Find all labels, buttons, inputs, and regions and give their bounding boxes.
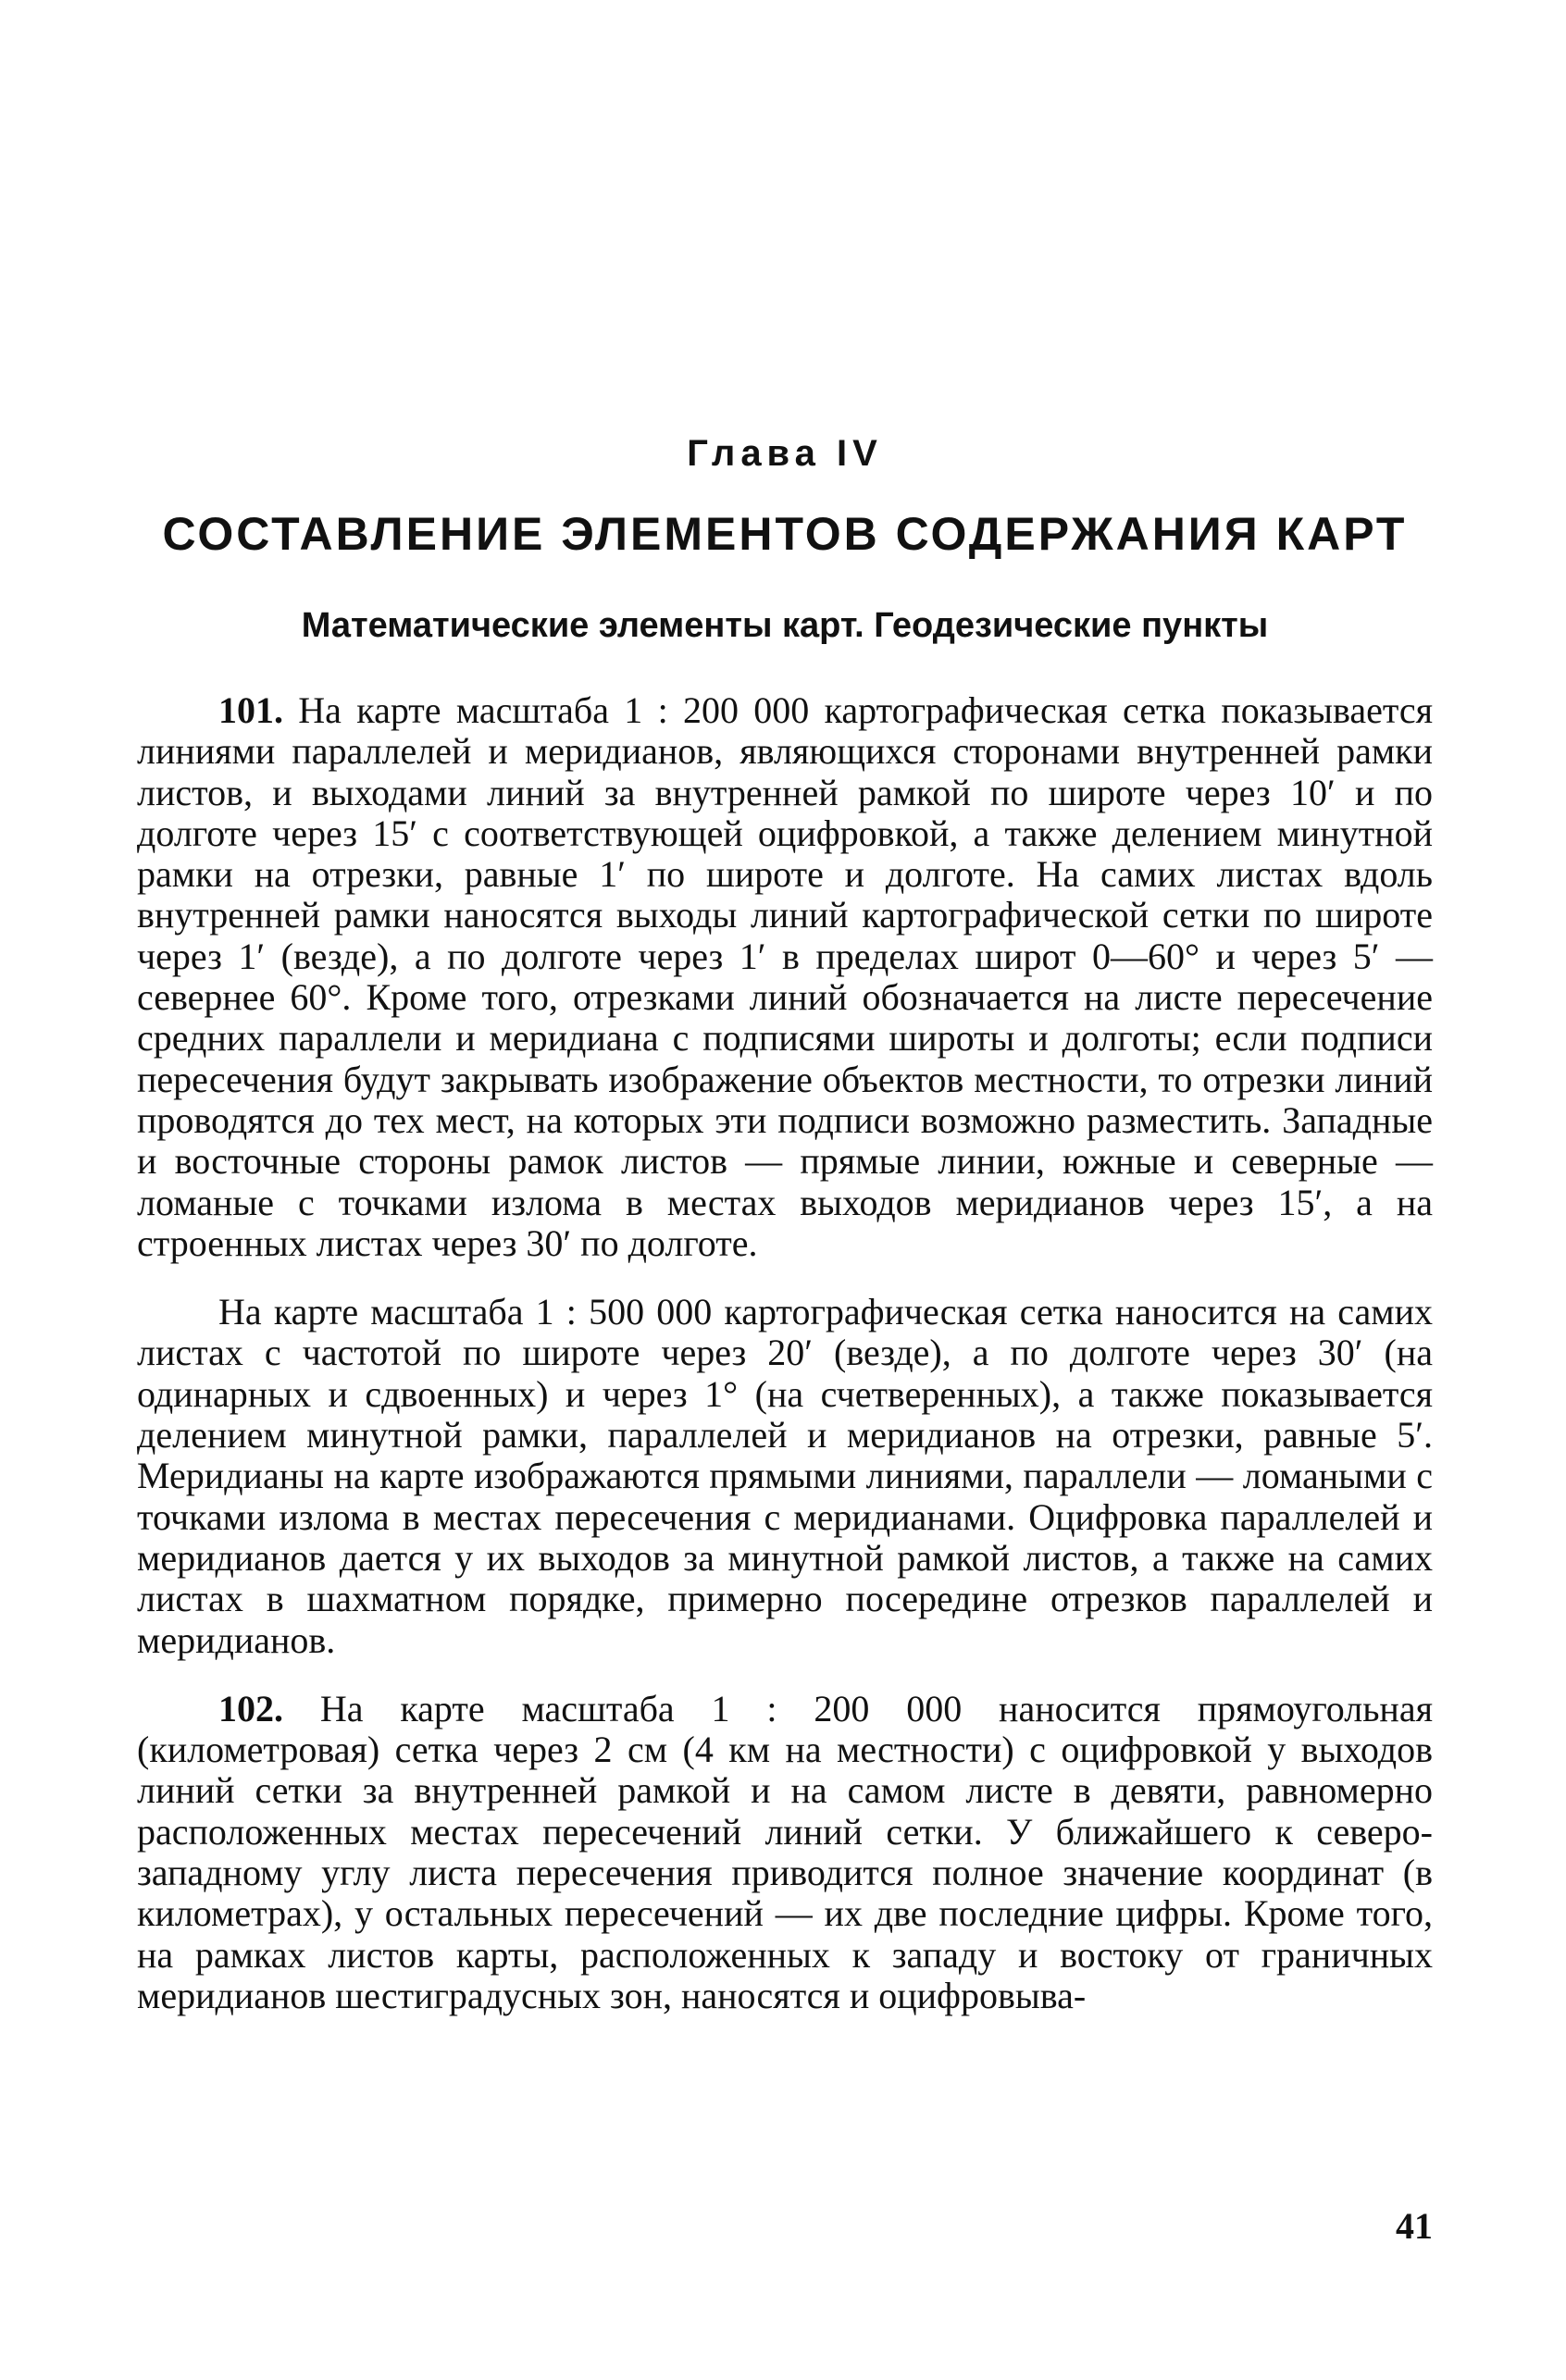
- section-title: Математические элементы карт. Геодезические пункты: [301, 606, 1269, 645]
- body-text: [137, 690, 1433, 2016]
- page-number: 41: [1396, 2205, 1433, 2247]
- paragraph-text: На карте масштаба 1 : 200 000 наносится прямоугольная (километровая) сетка через 2 см (4 км на местности) с оцифровкой у выходов линий сетки за внутренней рамкой и на самом листе в девяти, равномерно расположенных местах пересечений линий сетки. У ближайшего к северо-западному углу листа пересечения приводится полное значение координат (в километрах), у остальных пересечений — их две последние цифры. Кроме того, на рамках листов карты, расположенных к западу и востоку от граничных меридианов шестиградусных зон, наносятся и оцифровыва-: [137, 1687, 1433, 2016]
- chapter-title: СОСТАВЛЕНИЕ ЭЛЕМЕНТОВ СОДЕРЖАНИЯ КАРТ: [162, 508, 1408, 560]
- paragraph-text: На карте масштаба 1 : 200 000 картографическая сетка показывается линиями параллелей и меридианов, являющихся сторонами внутренней рамки листов, и выходами линий за внутренней рамкой по широте через 10′ и по долготе через 15′ с соответствующей оцифровкой, а также делением минутной рамки на отрезки, равные 1′ по широте и долготе. На самих листах вдоль внутренней рамки наносятся выходы линий картографической сетки по широте через 1′ (везде), а по долготе через 1′ в пределах широт 0—60° и через 5′ — севернее 60°. Кроме того, отрезками линий обозначается на листе пересечение средних параллели и меридиана с подписями широты и долготы; если подписи пересечения будут закрывать изображение объектов местности, то отрезки линий проводятся до тех мест, на которых эти подписи возможно разместить. Западные и восточные стороны рамок листов — прямые линии, южные и северные — ломаные с точками излома в местах выходов меридианов через 15′, а на строенных листах через 30′ по долготе.: [137, 689, 1433, 1264]
- paragraph-102: [137, 1689, 1433, 2016]
- paragraph-number: 102.: [218, 1687, 283, 1729]
- paragraph-number: 101.: [218, 689, 283, 731]
- paragraph-101-continued: [137, 1292, 1433, 1661]
- paragraph-101: [137, 690, 1433, 1264]
- paragraph-text: На карте масштаба 1 : 500 000 картографическая сетка наносится на самих листах с частотой по широте через 20′ (везде), а по долготе через 30′ (на одинарных и сдвоенных) и через 1° (на счетверенных), а также показывается делением минутной рамки, параллелей и меридианов на отрезки, равные 5′. Меридианы на карте изображаются прямыми линиями, параллели — ломаными с точками излома в местах пересечения с меридианами. Оцифровка параллелей и меридианов дается у их выходов за минутной рамкой листов, а также на самих листах в шахматном порядке, примерно посередине отрезков параллелей и меридианов.: [137, 1291, 1433, 1661]
- book-page: [137, 0, 1433, 2380]
- chapter-label: Глава IV: [687, 433, 883, 474]
